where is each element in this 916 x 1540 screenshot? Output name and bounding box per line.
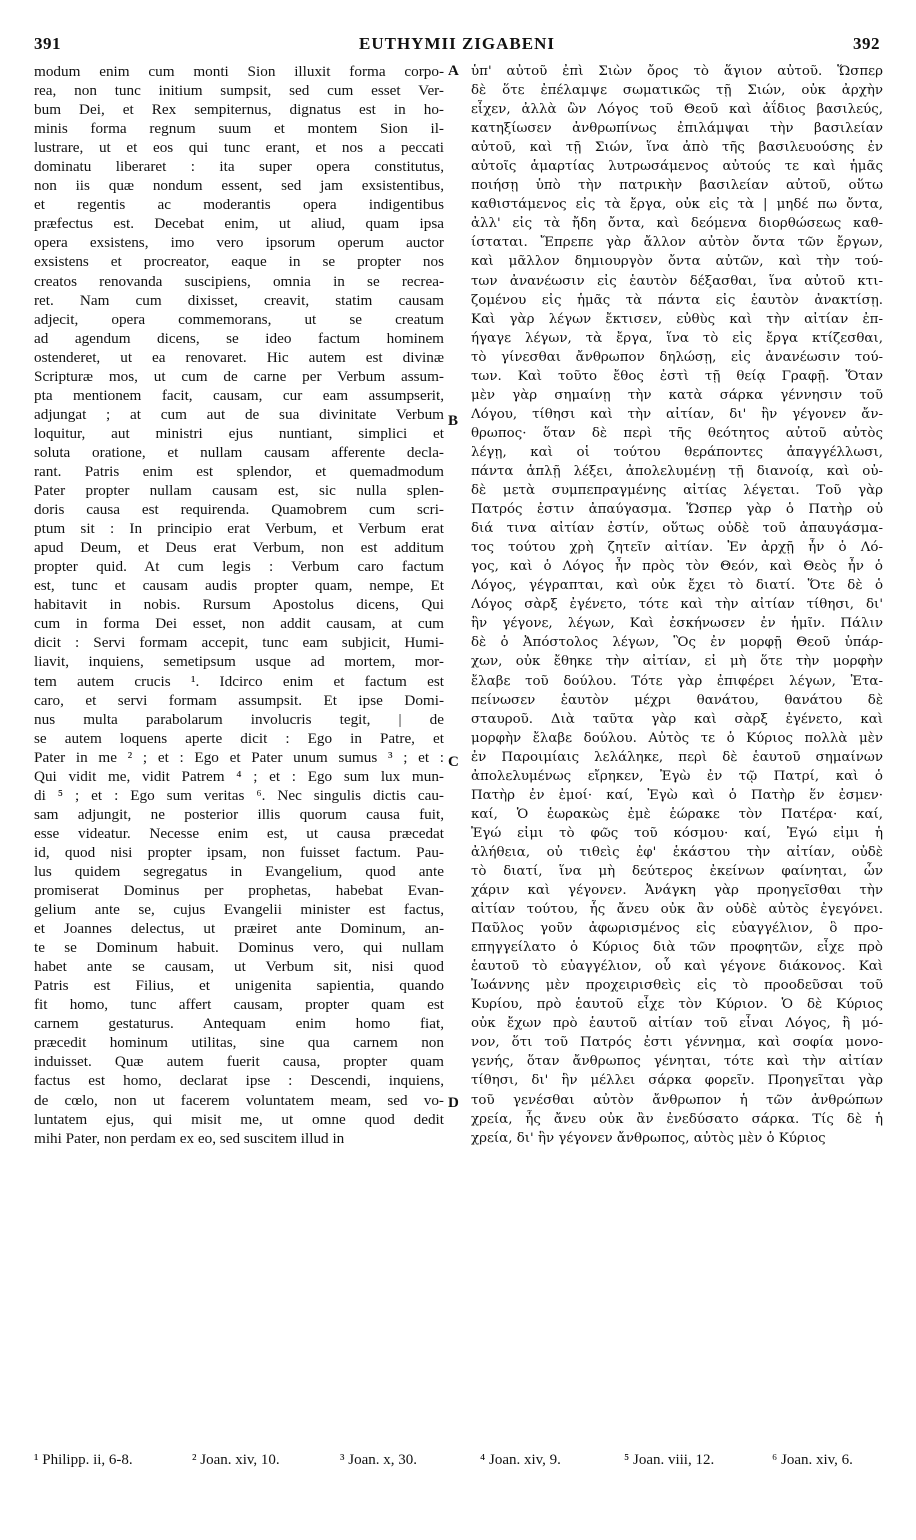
- greek-text-line: μὲν γὰρ σημαίνῃ τὴν κατὰ σάρκα γέννησιν τοῦ: [471, 387, 883, 403]
- latin-text-line: Patris est Filius, et unigenita sapientia, quando: [34, 977, 444, 995]
- greek-text-line: χάριν καὶ γέγονεν. Ἀνάγκη γὰρ προηγεῖσθαι τὴν: [471, 883, 883, 899]
- greek-text-line: κατηξίωσεν ἀνθρωπίνως ἐπιλάμψαι τὴν βασιλείαν: [471, 121, 883, 137]
- greek-text-line: Λόγου, τίθησι καὶ τὴν αἰτίαν, δι' ἣν γέγονεν ἄν-: [471, 406, 883, 422]
- greek-text-line: ἐν Παροιμίαις λελάληκε, περὶ δὲ ἑαυτοῦ σημαίνων: [471, 749, 883, 765]
- latin-text-line: factus est homo, declarat ipse : Descendi, inquiens,: [34, 1072, 444, 1090]
- latin-text-line: lus quidem segregatus in Evangelium, quod ante: [34, 862, 444, 880]
- greek-text-line: Καὶ γὰρ λέγων ἔκτισεν, εὐθὺς καὶ τὴν αἰτίαν ἐπ-: [471, 311, 883, 327]
- greek-text-line: ζομένου εἰς ἡμᾶς τὰ πάντα εἰς ἑαυτὸν ἀνακτίσῃ.: [471, 292, 883, 308]
- latin-text-line: modum enim cum monti Sion illuxit forma corpo-: [34, 63, 444, 80]
- latin-text-line: nus multa parabolarum involucris tegit, | de: [34, 710, 444, 728]
- greek-text-line: σταυροῦ. Διὰ ταῦτα γὰρ καὶ σὰρξ ἐγένετο, καὶ: [471, 711, 883, 727]
- greek-text-line: Λόγος, γέγραπται, καὶ οὐκ ἔχει τὸ διατί. Ὅτε δὲ ὁ: [471, 578, 883, 594]
- latin-text-line: ad agendum dicens, se ideo factum hominem: [34, 329, 444, 347]
- greek-text-line: πάντα ἁπλῇ λέξει, ἀπολελυμένῃ τῇ διανοίᾳ, καὶ οὐ-: [471, 463, 883, 479]
- greek-text-line: αὐτοῖς ἁμαρτίας λυτρωσάμενος αὐτούς τε καὶ ἡμᾶς: [471, 159, 883, 175]
- greek-text-line: δὲ μετὰ συμπεπραγμένης αἰτίας λέγεται. Τοῦ γὰρ: [471, 483, 883, 499]
- latin-text-line: Scripturæ mos, ut cum de carne per Verbum assum-: [34, 367, 444, 385]
- greek-text-line: Πατρός ἐστιν ἀπαύγασμα. Ὥσπερ γὰρ ὁ Πατὴρ οὐ: [471, 502, 883, 518]
- greek-text-line: λέγῃ, καὶ οἱ τούτου θεράποντες ἀπαγγέλλωσι,: [471, 444, 883, 460]
- footnote: ⁵ Joan. viii, 12.: [624, 1452, 715, 1468]
- latin-text-line: ostenderet, ut ea renovaret. Hic autem est divinæ: [34, 348, 444, 366]
- greek-text-line: νον, ὅτι τοῦ Πατρός ἐστι γέννημα, καὶ σοφία μονο-: [471, 1035, 883, 1051]
- latin-text-line: di ⁵ ; et : Ego sum veritas ⁶. Nec singulis dictis cau-: [34, 786, 444, 804]
- greek-text-line: γενής, ὅταν ἄνθρωπος γένηται, τότε καὶ τὴν αἰτίαν: [471, 1054, 883, 1070]
- latin-text-line: id, quod nisi propter ipsam, non fuisset factum. Pau-: [34, 843, 444, 861]
- greek-text-line: καθιστάμενος εἰς τὰ ἔργα, οὐκ εἰς τὰ | μηδέ πω ὄντα,: [471, 197, 883, 213]
- greek-text-line: χων, οὐκ ἔθηκε τὴν αἰτίαν, εἰ μὴ ὅτε τὴν μορφὴν: [471, 654, 883, 670]
- greek-text-line: αὐτοῦ, καὶ τῇ Σιών, ἵνα ἀπὸ τῆς βασιλευούσης ἐν: [471, 140, 883, 156]
- greek-text-line: μορφὴν ἔλαβε δούλου. Αὐτὸς τε ὁ Κύριος πολλὰ μὲν: [471, 730, 883, 746]
- greek-text-line: ἀλήθεια, οὐ τιθεὶς ἐφ' ἑκάστου τὴν αἰτίαν, οὐδὲ: [471, 844, 883, 860]
- latin-text-line: de cœlo, non ut facerem voluntatem meam, sed vo-: [34, 1091, 444, 1109]
- footnote: ⁶ Joan. xiv, 6.: [772, 1452, 853, 1468]
- greek-text-line: των ἀνανέωσιν εἰς ἑαυτὸν δέξασθαι, ἵνα αὐτοῦ κτι-: [471, 273, 883, 289]
- latin-text-line: luntatem ejus, qui misit me, ut omne quod dedit: [34, 1110, 444, 1128]
- latin-text-line: Pater propter nullam causam est, sic nulla splen-: [34, 482, 444, 500]
- greek-text-line: διά τινα αἰτίαν ἐστίν, οὕτως οὐδὲ τοῦ ἀπαυγάσμα-: [471, 521, 883, 537]
- page-number-right: 392: [853, 34, 880, 53]
- latin-text-line: soluta oratione, et nullam causam afferente decla-: [34, 443, 444, 461]
- latin-text-line: præcedit hominum utilitas, sine qua carnem non: [34, 1034, 444, 1052]
- latin-text-line: rea, non tunc initium sumpsit, sed cum esset Ver-: [34, 82, 444, 100]
- latin-text-line: gelium ante se, cujus Evangelii minister est factus,: [34, 901, 444, 919]
- greek-text-line: Πατὴρ ἐν ἐμοί· καί, Ἐγὼ καὶ ὁ Πατὴρ ἕν ἐσμεν·: [471, 787, 883, 803]
- greek-text-line: τὸ γίνεσθαι ἄνθρωπον δηλώσῃ, εἰς ἀνανέωσιν τού-: [471, 349, 883, 365]
- latin-text-line: se autem loquens aperte dicit : Ego in Patre, et: [34, 729, 444, 747]
- footnote: ¹ Philipp. ii, 6-8.: [34, 1452, 133, 1468]
- footnote: ³ Joan. x, 30.: [340, 1452, 417, 1468]
- greek-text-line: εἶχεν, ἀλλὰ ὢν Λόγος τοῦ Θεοῦ καὶ ἀΐδιος βασιλεύς,: [471, 102, 883, 118]
- latin-text-line: tem autem crucis ¹. Idcirco enim et factum est: [34, 672, 444, 690]
- greek-text-line: γος, καὶ ὁ Λόγος ἦν πρὸς τὸν Θεόν, καὶ Θεὸς ἦν ὁ: [471, 559, 883, 575]
- latin-text-line: dicit : Servi formam accepit, tunc eam subjicit, Humi-: [34, 634, 444, 652]
- greek-column: [471, 62, 883, 1148]
- section-marker-d: D: [448, 1095, 459, 1111]
- greek-text-line: χρεία, δι' ἣν γέγονεν ἄνθρωπος, αὐτὸς μὲν ὁ Κύριος: [471, 1130, 826, 1146]
- greek-text-line: καί, Ὁ ἑωρακὼς ἐμὲ ἑώρακε τὸν Πατέρα· καί,: [471, 806, 883, 822]
- latin-text-line: esse videatur. Necesse enim est, ut causa præcedat: [34, 824, 444, 842]
- greek-text-line: ἀπολελυμένως εἴρηκεν, Ἐγὼ ἐν τῷ Πατρί, καὶ ὁ: [471, 768, 883, 784]
- latin-text-line: habitavit in nobis. Rursum Apostolus dicens, Qui: [34, 596, 444, 614]
- footnotes: [34, 1452, 880, 1476]
- latin-text-line: et Joannes delectus, ut præiret ante Dominum, an-: [34, 920, 444, 938]
- greek-text-line: ἣν γέγονε, λέγων, Καὶ ἐσκήνωσεν ἐν ἡμῖν. Πάλιν: [471, 616, 883, 632]
- greek-text-line: επηγγείλατο ὁ Κύριος διὰ τῶν προφητῶν, εἶχε πρὸ: [471, 940, 883, 956]
- greek-text-line: θρωπος· ὅταν δὲ περὶ τῆς θεότητος αὐτοῦ αὐτὸς: [471, 425, 883, 441]
- page-number-left: 391: [34, 34, 61, 53]
- latin-text-line: est, tunc et causam audis propter quam, nempe, Et: [34, 577, 444, 595]
- greek-text-line: ἔλαβε τοῦ δούλου. Τότε γὰρ ἐπιφέρει λέγων, Ἐτα-: [471, 673, 883, 689]
- greek-text-line: ποιήσῃ ὑπὸ τὴν πατρικὴν βασιλείαν αὐτοῦ, οὕτω: [471, 178, 883, 194]
- greek-text-line: αἰτίαν τούτου, ἧς ἄνευ οὐκ ἂν οὐδὲ αὐτὸς ἐγεγόνει.: [471, 902, 883, 918]
- latin-text-line: et regentis ac moderantis opera indigentibus: [34, 196, 444, 214]
- latin-text-line: ret. Nam cum dixisset, creavit, statim causam: [34, 291, 444, 309]
- greek-text-line: δὲ ὅτε ἐπέλαμψε σωματικῶς τῇ Σιών, οὐκ ἀρχὴν: [471, 83, 883, 99]
- greek-text-line: Κυρίου, πρὸ ἑαυτοῦ εἶχε τὸν Κύριον. Ὁ δὲ Κύριος: [471, 997, 883, 1013]
- latin-text-line: propter quid. At cum legis : Verbum caro factum: [34, 558, 444, 576]
- latin-text-line: non iis quæ nondum essent, sed jam exsistentibus,: [34, 177, 444, 195]
- latin-text-line: lustrare, ut et eos qui tunc erant, et nos a peccati: [34, 139, 444, 157]
- greek-text-line: ήγαγε λέγων, τὰ ἔργα, ἵνα τὸ εἰς ἔργα κτίζεσθαι,: [471, 330, 883, 346]
- greek-text-line: ὑπ' αὐτοῦ ἐπὶ Σιὼν ὄρος τὸ ἅγιον αὐτοῦ. Ὥσπερ: [471, 64, 883, 79]
- latin-text-line: loquitur, aut ministri ejus nuntiant, simplici et: [34, 424, 444, 442]
- latin-text-line: induisset. Quæ autem fuerit causa, propter quam: [34, 1053, 444, 1071]
- section-marker-a: A: [448, 63, 459, 79]
- greek-text-line: Ἰωάννης μὲν προχειρισθεὶς εἰς τὸ προοδεῦσαι τοῦ: [471, 978, 883, 994]
- latin-text-line: Pater in me ² ; et : Ego et Pater unum sumus ³ ; et :: [34, 748, 444, 766]
- greek-text-line: ἑαυτοῦ τὸ εὐαγγέλιον, οὗ καὶ γέγονε διάκονος. Καὶ: [471, 959, 883, 975]
- footnote: ⁴ Joan. xiv, 9.: [480, 1452, 561, 1468]
- latin-text-line: adjecit, opera commemorans, ut se creatum: [34, 310, 444, 328]
- latin-text-line: adjungat ; at cum aut de sua divinitate Verbum: [34, 405, 444, 423]
- latin-text-line: liavit, inquiens, semetipsum usque ad mortem, mor-: [34, 653, 444, 671]
- latin-text-line: promiserat Dominus per prophetas, habebat Evan-: [34, 882, 444, 900]
- greek-text-line: Ἐγώ εἰμι τὸ φῶς τοῦ κόσμου· καί, Ἐγώ εἰμι ἡ: [471, 825, 883, 841]
- greek-text-line: πείνωσεν ἑαυτὸν μέχρι θανάτου, θανάτου δὲ: [471, 692, 883, 708]
- greek-text-line: καὶ μᾶλλον δημιουργὸν ὄντα αὐτῶν, καὶ τὴν τού-: [471, 254, 883, 270]
- latin-text-line: præfectus est. Decebat enim, ut aliud, quam ipsa: [34, 215, 444, 233]
- greek-text-line: δὲ ὁ Ἀπόστολος λέγων, Ὃς ἐν μορφῇ Θεοῦ ὑπάρ-: [471, 635, 883, 651]
- latin-text-line: sam adjungit, ne posterior illis quorum causa fuit,: [34, 805, 444, 823]
- greek-text-line: Λόγος σὰρξ ἐγένετο, τότε καὶ τὴν αἰτίαν τίθησι, δι': [471, 597, 883, 613]
- latin-text-line: caro, et servi formam assumpsit. Et ipse Domi-: [34, 691, 444, 709]
- latin-text-line: exsistens et procreator, eaque in se propter nos: [34, 253, 444, 271]
- greek-text-line: τος τούτου χρὴ ζητεῖν αἰτίαν. Ἐν ἀρχῇ ἦν ὁ Λό-: [471, 540, 883, 556]
- latin-text-line: mihi Pater, non perdam ex eo, sed suscitem illud in: [34, 1129, 345, 1147]
- latin-text-line: opera exsistens, imo vero ipsorum operum auctor: [34, 234, 444, 252]
- latin-text-line: fit homo, tunc affert causam, propter quam est: [34, 996, 444, 1014]
- latin-text-line: bum Dei, et Rex sempiternus, dignatus est in ho-: [34, 101, 444, 119]
- latin-text-line: rant. Patris enim est splendor, et quemadmodum: [34, 462, 444, 480]
- running-header: [34, 34, 880, 60]
- section-marker-b: B: [448, 413, 459, 429]
- greek-text-line: ίσταται. Ἔπρεπε γὰρ ἄλλον αὐτὸν ὄντα τῶν ἔργων,: [471, 235, 883, 251]
- latin-column: [34, 62, 444, 1148]
- greek-text-line: τὸ διατί, ἵνα μὴ δεύτερος ἐκείνων φαίνηται, ὧν: [471, 863, 883, 879]
- latin-text-line: apud Deum, et Deus erat Verbum, non est additum: [34, 539, 444, 557]
- latin-text-line: minis forma regnum suum et montem Sion il-: [34, 120, 444, 138]
- latin-text-line: ptum sit : In principio erat Verbum, et Verbum erat: [34, 520, 444, 538]
- greek-text-line: χρεία, ἧς ἄνευ οὐκ ἂν ἐνεδύσατο σάρκα. Τίς δὲ ἡ: [471, 1111, 883, 1127]
- latin-text-line: dominatu liberaret : ita super opera constitutus,: [34, 158, 444, 176]
- greek-text-line: τοῦ γενέσθαι αὐτὸν ἄνθρωπον ἡ τῶν ἀνθρώπων: [471, 1092, 883, 1108]
- latin-text-line: cum in forma Dei esset, non addit causam, at cum: [34, 615, 444, 633]
- greek-text-line: τίθησι, δι' ἣν μέλλει σάρκα φορεῖν. Προηγεῖται γὰρ: [471, 1073, 883, 1089]
- latin-text-line: pta mentionem facit, causam, cur eam assumpserit,: [34, 386, 444, 404]
- footnote: ² Joan. xiv, 10.: [192, 1452, 280, 1468]
- greek-text-line: Παῦλος γοῦν ἀφωρισμένος εἰς εὐαγγέλιον, ὃ προ-: [471, 921, 883, 937]
- latin-text-line: doris causa est requirenda. Quamobrem cum scri-: [34, 501, 444, 519]
- latin-text-line: carnem gestaturus. Antequam enim homo fiat,: [34, 1015, 444, 1033]
- latin-text-line: Qui vidit me, vidit Patrem ⁴ ; et : Ego sum lux mun-: [34, 767, 444, 785]
- greek-text-line: ἀλλ' εἰς τὰ ἤδη ὄντα, καὶ δεόμενα διορθώσεως καθ-: [471, 216, 883, 232]
- latin-text-line: creatos renovanda suscipiens, omnia in se recrea-: [34, 272, 444, 290]
- section-marker-c: C: [448, 754, 459, 770]
- latin-text-line: te se Dominum habuit. Dominus vero, qui nullam: [34, 939, 444, 957]
- latin-text-line: habet ante se causam, ut Verbum sit, nisi quod: [34, 958, 444, 976]
- running-title: EUTHYMII ZIGABENI: [358, 34, 555, 53]
- greek-text-line: των. Καὶ τοῦτο ἔθος ἐστὶ τῇ θείᾳ Γραφῇ. Ὅταν: [471, 368, 883, 384]
- greek-text-line: οὐκ ἔχων πρὸ ἑαυτοῦ αἰτίαν τοῦ εἶναι Λόγος, ἢ μό-: [471, 1016, 883, 1032]
